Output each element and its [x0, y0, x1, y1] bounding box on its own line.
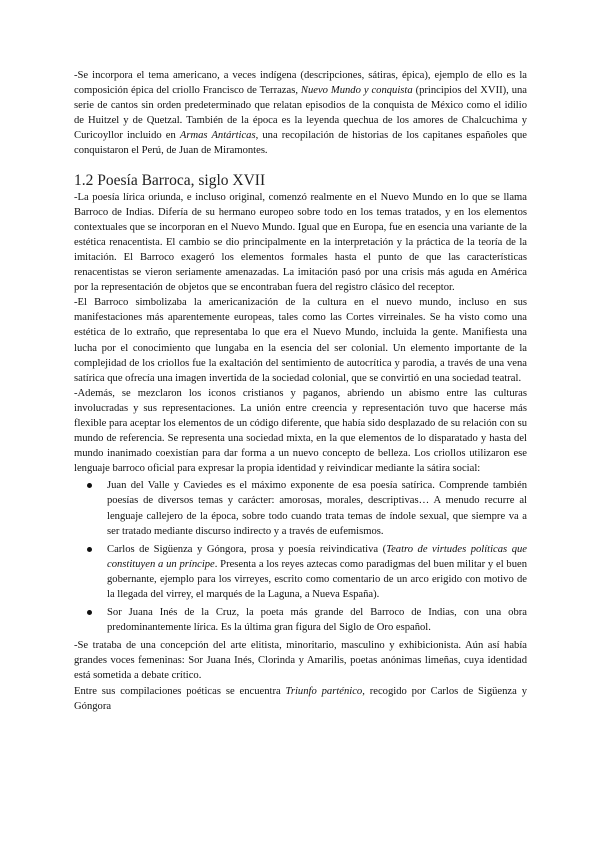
paragraph-tema-americano: -Se incorpora el tema americano, a veces indígena (descripciones, sátiras, épica), ejemplo de ello es la composición épica del criollo Francisco de Terrazas, Nuevo Mundo y conquista (principios del XVII), una serie de cantos sin orden predeterminado que relatan episodios de la conquista de México como el idilio de Huitzel y de Quetzal. También de la época es la leyenda quechua de los amores de Chalcuchima y Curicoyllor incluido en Armas Antárticas, una recopilación de historias de los capitanes españoles que conquistaron el Perú, de Juan de Miramontes. [74, 70, 528, 157]
bullet-icon [87, 483, 92, 488]
title-teatro-virtudes: Teatro de virtudes políticas que constituyen a un príncipe [107, 543, 527, 570]
bullet-icon [87, 547, 92, 552]
author-list [74, 478, 527, 635]
title-nuevo-mundo: Nuevo Mundo y conquista [300, 85, 413, 97]
list-item: Juan del Valle y Caviedes es el máximo exponente de esa poesía satírica. Comprende también poesías de diversos temas y carácter: amorosas, morales, descriptivas… A menudo recurre al lenguaje callejero de la época, sobre todo cuando trata temas de índole sexual, que siempre va a ser tratado mediante discurso indirecto y a través de eufemismos. [107, 478, 527, 538]
list-item: Sor Juana Inés de la Cruz, la poeta más grande del Barroco de Indias, con una obra predominantemente lírica. Es la última gran figura del Siglo de Oro español. [107, 605, 527, 635]
title-armas-antarticas: Armas Antárticas [179, 130, 256, 142]
title-triunfo-partenico: Triunfo parténico [285, 685, 363, 697]
paragraph-concepcion-arte: -Se trataba de una concepción del arte elitista, minoritario, masculino y exhibicionista. Aún así había grandes voces femeninas: Sor Juana Inés, Clorinda y Amarilis, poetas anónimas limeñas, cuya identidad está sometida a debate crítico. [74, 640, 527, 682]
section-heading: 1.2 Poesía Barroca, siglo XVII [74, 171, 266, 189]
document-page [74, 68, 527, 714]
list-item: Carlos de Sigüenza y Góngora, prosa y poesía reivindicativa (Teatro de virtudes políticas que constituyen a un príncipe. Presenta a los reyes aztecas como paradigmas del buen militar y el buen gobernante, ejemplo para los virreyes, escrito como comentario de un arco erigido con motivo de la llegada del virrey, el marqués de la Laguna, a Nueva España). [107, 542, 527, 602]
paragraph-iconos: -Además, se mezclaron los iconos cristianos y paganos, abriendo un abismo entre las culturas involucradas y sus representaciones. La unión entre creencia y representación tuvo que hacerse más flexible para aceptar los elementos de un código diferente, que había sido desplazado de su relación con su mundo de referencia. Se representa una sociedad mixta, en la que elementos de lo disparatado y hasta del mundo inanimado coexistían para dar forma a un nuevo concepto de belleza. Los criollos utilizaron ese lenguaje barroco oficial para expresar la propia identidad y reivindicar mediante la sátira social: [74, 387, 527, 475]
paragraph-compilaciones: Entre sus compilaciones poéticas se encuentra Triunfo parténico, recogido por Carlos de Sigüenza y Góngora [74, 685, 527, 712]
bullet-icon [87, 610, 92, 615]
paragraph-barroco-americanizacion: -El Barroco simbolizaba la americanización de la cultura en el nuevo mundo, incluso en sus manifestaciones más aparentemente europeas, tales como las Cortes virreinales. Se ha visto como una estética de lo extraño, que representaba lo que era el Nuevo Mundo, incluida la gente. Manifiesta una lucha por el conocimiento que lungaba en la esencia del ser colonial. Un elemento importante de la complejidad de los criollos fue la exaltación del sentimiento de autocrítica y parodia, a través de una vena satírica que ofrecía una imagen invertida de la sociedad colonial, que se convirtió en una sociedad teatral. [74, 297, 527, 384]
paragraph-poesia-lirica: -La poesía lírica oriunda, e incluso original, comenzó realmente en el Nuevo Mundo en lo que se llama Barroco de Indias. Difería de su hermano europeo sobre todo en los temas tratados, y en los elementos contextuales que se incorporan en el Nuevo Mundo. Igual que en Europa, fue en esencia una variante de la estética renacentista. El cambio se dio principalmente en la interpretación y la práctica de la teoría de la imitación. El Barroco exageró los elementos formales hasta el punto de que las características renacentistas se vieron seriamente amenazadas. La imitación pasó por una crisis más aguda en América por la representación de objetos que se encontraban fuera del registro clásico del receptor. [74, 191, 527, 294]
